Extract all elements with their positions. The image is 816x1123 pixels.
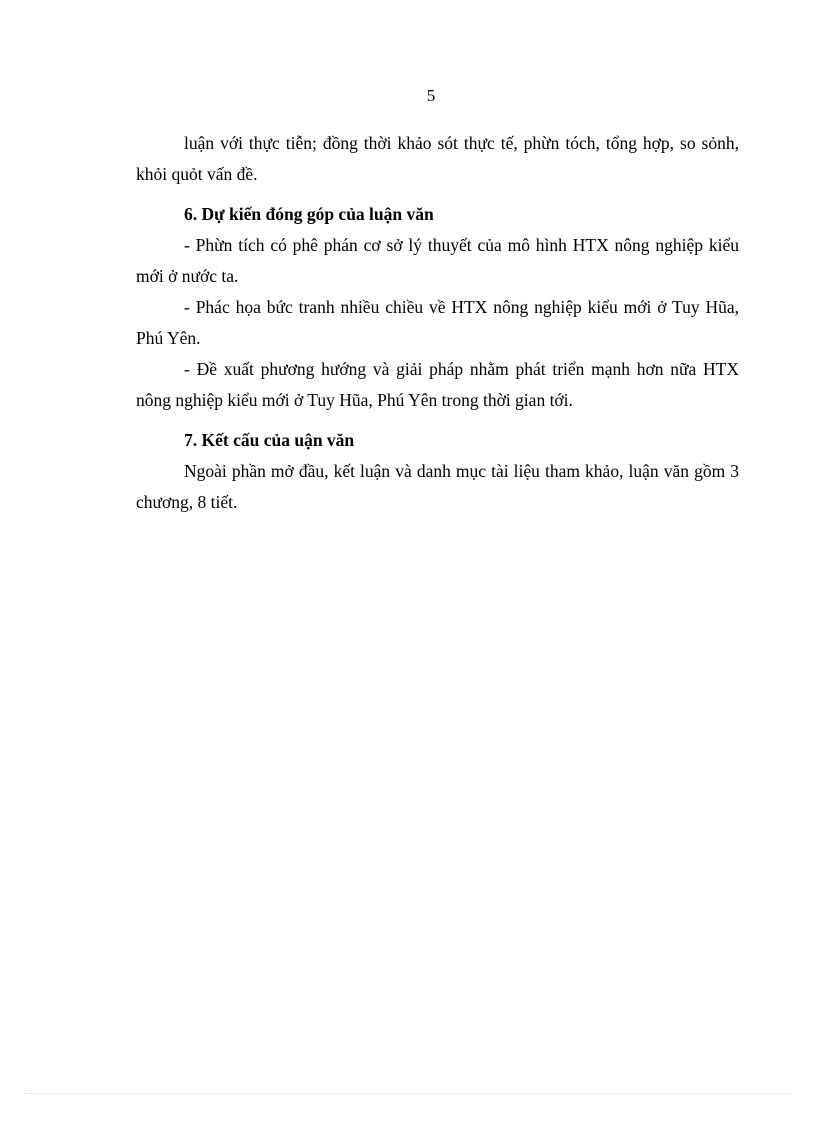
intro-paragraph: luận với thực tiễn; đồng thời khảo sót thực tế, phừn tóch, tổng hợp, so sỏnh, khỏi quỏt vấn đề. [136, 133, 739, 184]
section-7-heading: 7. Kết cấu của uận văn [184, 430, 355, 450]
section-6-heading: 6. Dự kiến đóng góp của luận văn [184, 204, 434, 224]
section-6-item-3: - Đề xuất phương hướng và giải pháp nhằm phát triển mạnh hơn nữa HTX nông nghiệp kiểu mới ở Tuy Hũa, Phú Yên trong thời gian tới. [136, 359, 739, 410]
section-6-item-1: - Phừn tích có phê phán cơ sở lý thuyết của mô hình HTX nông nghiệp kiểu mới ở nước ta. [136, 235, 739, 286]
page-number: 5 [426, 86, 436, 105]
document-body [136, 128, 739, 518]
page-bottom-divider [24, 1093, 792, 1094]
section-6-item-2: - Phác họa bức tranh nhiều chiều về HTX nông nghiệp kiểu mới ở Tuy Hũa, Phú Yên. [136, 297, 739, 348]
section-7-paragraph: Ngoài phần mở đầu, kết luận và danh mục tài liệu tham khảo, luận văn gồm 3 chương, 8 tiết. [136, 461, 739, 512]
